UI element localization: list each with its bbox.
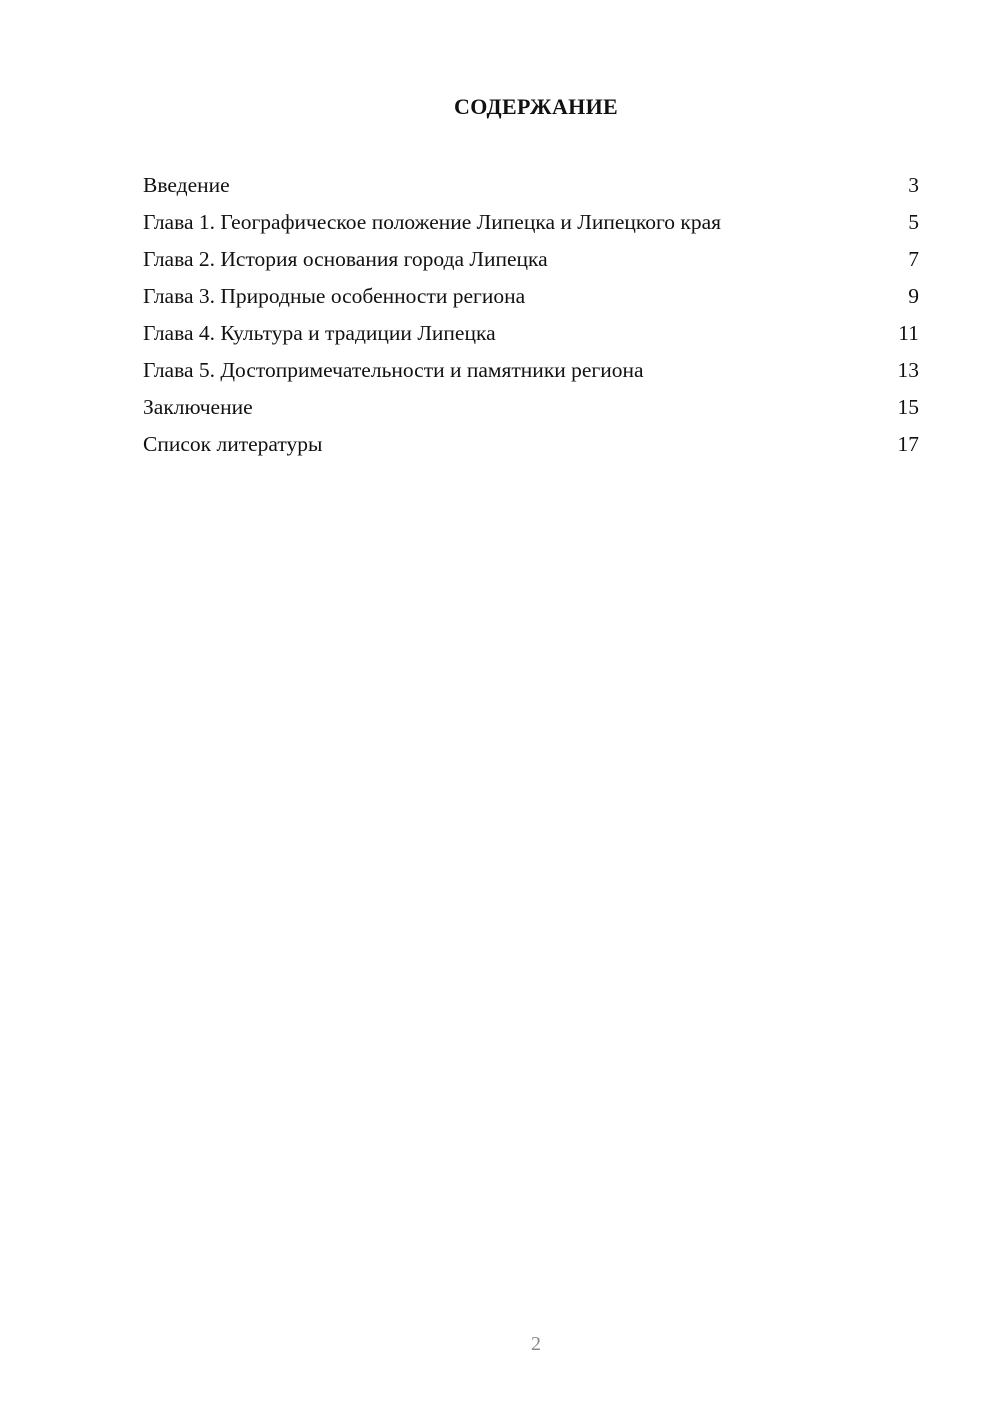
toc-entry-label: Глава 3. Природные особенности региона xyxy=(143,284,526,308)
toc-entry-chapter-2 xyxy=(143,244,919,281)
toc-entry-label: Введение xyxy=(143,173,230,197)
toc-entry-chapter-3 xyxy=(143,281,919,318)
toc-entry-page: 15 xyxy=(897,395,919,419)
toc-entry-label: Глава 1. Географическое положение Липецка и Липецкого края xyxy=(143,210,722,234)
table-of-contents xyxy=(143,170,919,466)
toc-entry-page: 7 xyxy=(908,247,919,271)
toc-entry-references xyxy=(143,429,919,466)
toc-entry-label: Список литературы xyxy=(143,432,323,456)
toc-entry-label: Глава 4. Культура и традиции Липецка xyxy=(143,321,496,345)
toc-entry-label: Заключение xyxy=(143,395,253,419)
toc-entry-page: 11 xyxy=(898,321,919,345)
toc-entry-page: 13 xyxy=(897,358,919,382)
toc-entry-page: 17 xyxy=(897,432,919,456)
toc-entry-conclusion xyxy=(143,392,919,429)
page-title: СОДЕРЖАНИЕ xyxy=(454,94,618,119)
toc-entry-label: Глава 5. Достопримечательности и памятники региона xyxy=(143,358,644,382)
toc-entry-page: 3 xyxy=(908,173,919,197)
toc-entry-introduction xyxy=(143,170,919,207)
toc-entry-page: 9 xyxy=(908,284,919,308)
toc-entry-chapter-4 xyxy=(143,318,919,355)
toc-entry-label: Глава 2. История основания города Липецка xyxy=(143,247,548,271)
footer-page-number: 2 xyxy=(531,1333,541,1355)
toc-entry-page: 5 xyxy=(908,210,919,234)
toc-entry-chapter-5 xyxy=(143,355,919,392)
toc-entry-chapter-1 xyxy=(143,207,919,244)
